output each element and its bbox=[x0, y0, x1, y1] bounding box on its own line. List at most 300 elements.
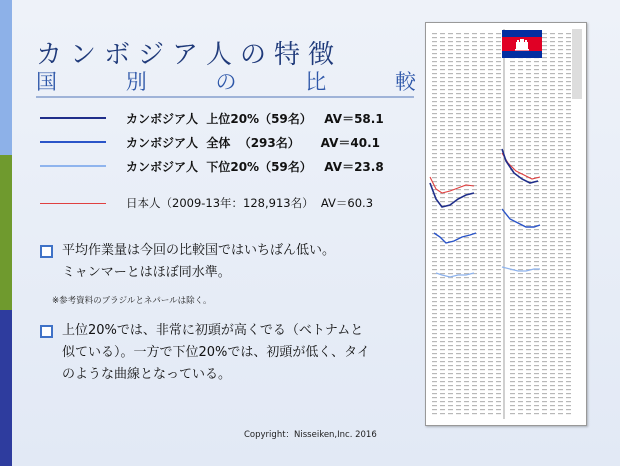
sheet-digit-row bbox=[472, 293, 477, 294]
sheet-digit-row bbox=[440, 257, 445, 258]
sheet-digit-row bbox=[566, 145, 571, 146]
sheet-digit-row bbox=[432, 221, 437, 222]
sheet-digit-row bbox=[542, 97, 547, 98]
sheet-digit-row bbox=[456, 345, 461, 346]
sheet-digit-row bbox=[542, 125, 547, 126]
sheet-digit-row bbox=[518, 309, 523, 310]
sheet-digit-row bbox=[518, 101, 523, 102]
sheet-digit-row bbox=[518, 141, 523, 142]
sheet-digit-row bbox=[432, 173, 437, 174]
sheet-digit-row bbox=[518, 249, 523, 250]
sheet-digit-row bbox=[472, 361, 477, 362]
sheet-digit-row bbox=[558, 265, 563, 266]
sheet-digit-row bbox=[464, 209, 469, 210]
sheet-digit-row bbox=[432, 113, 437, 114]
sheet-digit-row bbox=[496, 149, 501, 150]
sheet-digit-row bbox=[534, 165, 539, 166]
sheet-digit-row bbox=[432, 101, 437, 102]
sheet-digit-row bbox=[550, 125, 555, 126]
sheet-digit-row bbox=[566, 129, 571, 130]
sheet-digit-row bbox=[456, 301, 461, 302]
sheet-digit-row bbox=[472, 33, 477, 34]
sheet-digit-row bbox=[456, 53, 461, 54]
sheet-digit-row bbox=[464, 117, 469, 118]
sidebar-block-navy bbox=[0, 310, 12, 466]
sheet-digit-row bbox=[534, 361, 539, 362]
sheet-digit-row bbox=[464, 213, 469, 214]
sheet-digit-row bbox=[472, 105, 477, 106]
sheet-digit-row bbox=[464, 221, 469, 222]
sheet-digit-row bbox=[526, 277, 531, 278]
sheet-digit-row bbox=[510, 85, 515, 86]
sheet-digit-row bbox=[534, 173, 539, 174]
legend-item-all bbox=[40, 132, 380, 152]
sheet-digit-row bbox=[480, 93, 485, 94]
sheet-digit-row bbox=[496, 117, 501, 118]
sheet-digit-row bbox=[464, 401, 469, 402]
sheet-digit-row bbox=[558, 129, 563, 130]
sheet-digit-row bbox=[542, 393, 547, 394]
sheet-digit-row bbox=[534, 293, 539, 294]
sheet-digit-row bbox=[542, 385, 547, 386]
sheet-digit-row bbox=[496, 97, 501, 98]
sheet-digit-row bbox=[542, 245, 547, 246]
sheet-digit-row bbox=[464, 377, 469, 378]
sheet-digit-row bbox=[464, 97, 469, 98]
sheet-digit-row bbox=[558, 133, 563, 134]
sheet-digit-row bbox=[558, 257, 563, 258]
sheet-digit-row bbox=[542, 213, 547, 214]
sheet-digit-row bbox=[518, 189, 523, 190]
sheet-digit-row bbox=[480, 253, 485, 254]
sheet-digit-row bbox=[526, 361, 531, 362]
sheet-digit-row bbox=[526, 117, 531, 118]
sheet-digit-row bbox=[510, 301, 515, 302]
sheet-digit-row bbox=[566, 185, 571, 186]
sheet-digit-row bbox=[432, 157, 437, 158]
sheet-digit-row bbox=[542, 157, 547, 158]
sheet-digit-row bbox=[448, 297, 453, 298]
sheet-digit-row bbox=[550, 293, 555, 294]
sheet-digit-row bbox=[440, 269, 445, 270]
sheet-digit-row bbox=[550, 341, 555, 342]
sheet-digit-row bbox=[542, 201, 547, 202]
sheet-digit-row bbox=[456, 77, 461, 78]
sheet-digit-row bbox=[566, 265, 571, 266]
sheet-digit-row bbox=[566, 121, 571, 122]
sheet-digit-row bbox=[488, 169, 493, 170]
sheet-digit-row bbox=[566, 41, 571, 42]
sheet-digit-row bbox=[526, 81, 531, 82]
sheet-digit-row bbox=[518, 73, 523, 74]
sheet-digit-row bbox=[480, 277, 485, 278]
sheet-digit-row bbox=[518, 293, 523, 294]
sheet-digit-row bbox=[510, 325, 515, 326]
sheet-digit-row bbox=[472, 353, 477, 354]
sheet-digit-row bbox=[496, 313, 501, 314]
sheet-digit-row bbox=[526, 141, 531, 142]
sheet-digit-row bbox=[534, 89, 539, 90]
sheet-digit-row bbox=[464, 381, 469, 382]
sheet-digit-row bbox=[566, 109, 571, 110]
sheet-digit-row bbox=[526, 409, 531, 410]
sheet-digit-row bbox=[510, 89, 515, 90]
sheet-digit-row bbox=[566, 225, 571, 226]
sheet-digit-row bbox=[480, 281, 485, 282]
sheet-digit-row bbox=[448, 125, 453, 126]
sheet-digit-row bbox=[558, 189, 563, 190]
sheet-digit-row bbox=[464, 405, 469, 406]
sheet-digit-row bbox=[496, 317, 501, 318]
sheet-digit-row bbox=[464, 77, 469, 78]
sheet-digit-row bbox=[518, 129, 523, 130]
sheet-digit-row bbox=[480, 165, 485, 166]
sheet-digit-row bbox=[518, 237, 523, 238]
sheet-digit-row bbox=[566, 357, 571, 358]
sheet-digit-row bbox=[456, 309, 461, 310]
sheet-digit-row bbox=[518, 105, 523, 106]
sheet-digit-row bbox=[488, 185, 493, 186]
sheet-digit-row bbox=[472, 41, 477, 42]
sheet-digit-row bbox=[480, 225, 485, 226]
sheet-digit-row bbox=[464, 169, 469, 170]
sheet-digit-row bbox=[496, 125, 501, 126]
sheet-digit-row bbox=[510, 217, 515, 218]
sheet-digit-row bbox=[432, 201, 437, 202]
sheet-digit-row bbox=[566, 377, 571, 378]
sheet-digit-row bbox=[534, 189, 539, 190]
sheet-digit-row bbox=[480, 145, 485, 146]
sheet-digit-row bbox=[432, 265, 437, 266]
sheet-digit-row bbox=[526, 65, 531, 66]
sheet-digit-row bbox=[526, 265, 531, 266]
sheet-digit-row bbox=[550, 69, 555, 70]
sheet-digit-row bbox=[432, 249, 437, 250]
sheet-digit-row bbox=[448, 33, 453, 34]
sheet-digit-row bbox=[526, 369, 531, 370]
sheet-digit-row bbox=[456, 157, 461, 158]
sheet-digit-row bbox=[472, 297, 477, 298]
sheet-digit-row bbox=[488, 265, 493, 266]
sheet-digit-row bbox=[558, 321, 563, 322]
sheet-digit-row bbox=[518, 305, 523, 306]
sheet-digit-row bbox=[432, 321, 437, 322]
sheet-digit-row bbox=[432, 141, 437, 142]
sheet-digit-row bbox=[440, 349, 445, 350]
sheet-digit-row bbox=[432, 389, 437, 390]
sheet-digit-row bbox=[448, 409, 453, 410]
sheet-digit-row bbox=[488, 277, 493, 278]
sheet-digit-row bbox=[550, 269, 555, 270]
sheet-digit-row bbox=[496, 217, 501, 218]
sheet-digit-row bbox=[526, 93, 531, 94]
sheet-digit-row bbox=[510, 81, 515, 82]
sheet-digit-row bbox=[472, 401, 477, 402]
sheet-digit-row bbox=[526, 293, 531, 294]
sheet-digit-row bbox=[496, 345, 501, 346]
sheet-digit-row bbox=[558, 121, 563, 122]
sheet-digit-row bbox=[448, 389, 453, 390]
sheet-digit-row bbox=[542, 229, 547, 230]
sheet-digit-row bbox=[510, 73, 515, 74]
sheet-digit-row bbox=[510, 233, 515, 234]
sheet-digit-row bbox=[456, 273, 461, 274]
sheet-digit-row bbox=[464, 201, 469, 202]
sheet-digit-row bbox=[488, 381, 493, 382]
sheet-digit-row bbox=[550, 49, 555, 50]
sheet-digit-row bbox=[472, 89, 477, 90]
sheet-digit-row bbox=[456, 205, 461, 206]
sheet-digit-row bbox=[496, 233, 501, 234]
sheet-digit-row bbox=[518, 137, 523, 138]
sheet-digit-row bbox=[526, 317, 531, 318]
sheet-digit-row bbox=[488, 245, 493, 246]
sheet-digit-row bbox=[464, 177, 469, 178]
sheet-digit-row bbox=[526, 389, 531, 390]
sheet-digit-row bbox=[496, 385, 501, 386]
sheet-digit-row bbox=[550, 65, 555, 66]
sheet-digit-row bbox=[558, 329, 563, 330]
sheet-digit-row bbox=[558, 313, 563, 314]
sheet-digit-row bbox=[534, 101, 539, 102]
sheet-digit-row bbox=[510, 305, 515, 306]
sheet-digit-row bbox=[558, 37, 563, 38]
sheet-digit-row bbox=[550, 285, 555, 286]
sheet-digit-row bbox=[488, 221, 493, 222]
sheet-digit-row bbox=[496, 357, 501, 358]
sheet-digit-row bbox=[534, 61, 539, 62]
sheet-digit-row bbox=[496, 41, 501, 42]
sheet-digit-row bbox=[518, 69, 523, 70]
sheet-digit-row bbox=[526, 257, 531, 258]
sheet-digit-row bbox=[464, 357, 469, 358]
sheet-digit-row bbox=[550, 193, 555, 194]
sheet-digit-row bbox=[526, 309, 531, 310]
sheet-digit-row bbox=[542, 57, 547, 58]
sheet-digit-row bbox=[542, 297, 547, 298]
sheet-digit-row bbox=[510, 69, 515, 70]
sheet-digit-row bbox=[448, 285, 453, 286]
sheet-digit-row bbox=[440, 209, 445, 210]
sheet-digit-row bbox=[566, 45, 571, 46]
sheet-digit-row bbox=[480, 57, 485, 58]
sheet-digit-row bbox=[464, 93, 469, 94]
sheet-digit-row bbox=[448, 245, 453, 246]
sheet-digit-row bbox=[496, 185, 501, 186]
sheet-digit-row bbox=[440, 49, 445, 50]
sheet-digit-row bbox=[496, 393, 501, 394]
sheet-digit-row bbox=[518, 373, 523, 374]
sheet-digit-row bbox=[472, 285, 477, 286]
sheet-digit-row bbox=[510, 309, 515, 310]
sheet-digit-row bbox=[550, 117, 555, 118]
sheet-digit-row bbox=[534, 193, 539, 194]
sheet-digit-row bbox=[472, 397, 477, 398]
sheet-digit-row bbox=[558, 41, 563, 42]
sheet-digit-row bbox=[566, 161, 571, 162]
sheet-digit-row bbox=[472, 389, 477, 390]
sheet-digit-row bbox=[566, 233, 571, 234]
sheet-digit-row bbox=[480, 197, 485, 198]
sheet-digit-row bbox=[456, 257, 461, 258]
sheet-digit-row bbox=[488, 101, 493, 102]
sheet-digit-row bbox=[550, 89, 555, 90]
sheet-digit-row bbox=[550, 257, 555, 258]
sheet-digit-row bbox=[526, 149, 531, 150]
sheet-digit-row bbox=[526, 393, 531, 394]
sheet-digit-row bbox=[480, 153, 485, 154]
sheet-digit-row bbox=[440, 313, 445, 314]
sheet-digit-row bbox=[472, 173, 477, 174]
sheet-digit-row bbox=[566, 301, 571, 302]
sheet-digit-row bbox=[432, 77, 437, 78]
sheet-digit-row bbox=[488, 385, 493, 386]
sheet-digit-row bbox=[496, 57, 501, 58]
sheet-digit-row bbox=[456, 353, 461, 354]
sheet-digit-row bbox=[480, 109, 485, 110]
sheet-digit-row bbox=[496, 165, 501, 166]
sheet-digit-row bbox=[472, 325, 477, 326]
sheet-digit-row bbox=[464, 369, 469, 370]
sheet-digit-row bbox=[480, 325, 485, 326]
sheet-digit-row bbox=[566, 325, 571, 326]
sheet-digit-row bbox=[488, 349, 493, 350]
sheet-digit-row bbox=[542, 33, 547, 34]
sheet-digit-row bbox=[480, 369, 485, 370]
sheet-digit-row bbox=[542, 241, 547, 242]
sheet-digit-row bbox=[510, 385, 515, 386]
sheet-digit-row bbox=[510, 97, 515, 98]
sheet-digit-row bbox=[432, 129, 437, 130]
sheet-digit-row bbox=[472, 117, 477, 118]
sheet-digit-row bbox=[464, 173, 469, 174]
sheet-digit-row bbox=[480, 341, 485, 342]
sheet-digit-row bbox=[496, 301, 501, 302]
sheet-digit-row bbox=[542, 117, 547, 118]
sheet-digit-row bbox=[456, 133, 461, 134]
sheet-digit-row bbox=[440, 181, 445, 182]
sheet-digit-row bbox=[534, 345, 539, 346]
sheet-digit-row bbox=[488, 297, 493, 298]
sheet-digit-row bbox=[448, 317, 453, 318]
sheet-digit-row bbox=[534, 93, 539, 94]
sheet-digit-row bbox=[432, 97, 437, 98]
sheet-digit-row bbox=[480, 53, 485, 54]
sheet-digit-row bbox=[440, 285, 445, 286]
sheet-digit-row bbox=[558, 45, 563, 46]
sheet-digit-row bbox=[432, 293, 437, 294]
sheet-digit-row bbox=[518, 217, 523, 218]
sheet-digit-row bbox=[472, 101, 477, 102]
sheet-digit-row bbox=[432, 301, 437, 302]
sheet-digit-row bbox=[566, 97, 571, 98]
sheet-digit-row bbox=[456, 393, 461, 394]
sheet-digit-row bbox=[464, 269, 469, 270]
sheet-digit-row bbox=[448, 225, 453, 226]
sheet-digit-row bbox=[558, 165, 563, 166]
sheet-digit-row bbox=[518, 337, 523, 338]
sheet-digit-row bbox=[534, 317, 539, 318]
sheet-digit-row bbox=[456, 305, 461, 306]
sheet-digit-row bbox=[456, 101, 461, 102]
sheet-digit-row bbox=[542, 121, 547, 122]
sheet-digit-row bbox=[496, 373, 501, 374]
sheet-digit-row bbox=[472, 373, 477, 374]
sheet-digit-row bbox=[448, 137, 453, 138]
sheet-digit-row bbox=[496, 169, 501, 170]
sheet-digit-row bbox=[566, 313, 571, 314]
sheet-digit-row bbox=[550, 305, 555, 306]
sheet-digit-row bbox=[496, 53, 501, 54]
sheet-digit-row bbox=[534, 77, 539, 78]
sheet-digit-row bbox=[472, 229, 477, 230]
sheet-digit-row bbox=[448, 401, 453, 402]
sheet-digit-row bbox=[518, 81, 523, 82]
sheet-digit-row bbox=[558, 397, 563, 398]
sheet-digit-row bbox=[464, 229, 469, 230]
sheet-digit-row bbox=[456, 193, 461, 194]
sheet-digit-row bbox=[480, 305, 485, 306]
sheet-digit-row bbox=[526, 313, 531, 314]
sheet-digit-row bbox=[510, 393, 515, 394]
sheet-digit-row bbox=[464, 321, 469, 322]
sheet-digit-row bbox=[480, 301, 485, 302]
sheet-digit-row bbox=[456, 141, 461, 142]
sheet-digit-row bbox=[440, 341, 445, 342]
sheet-digit-row bbox=[558, 365, 563, 366]
sheet-digit-row bbox=[472, 269, 477, 270]
sheet-digit-row bbox=[526, 209, 531, 210]
sheet-digit-row bbox=[510, 397, 515, 398]
sheet-digit-row bbox=[542, 129, 547, 130]
sheet-digit-row bbox=[472, 81, 477, 82]
sheet-digit-row bbox=[488, 201, 493, 202]
sheet-digit-row bbox=[440, 389, 445, 390]
sheet-digit-row bbox=[496, 225, 501, 226]
sheet-digit-row bbox=[550, 309, 555, 310]
sheet-digit-row bbox=[456, 213, 461, 214]
sheet-digit-row bbox=[448, 381, 453, 382]
sheet-digit-row bbox=[432, 281, 437, 282]
sheet-digit-row bbox=[550, 273, 555, 274]
sheet-digit-row bbox=[510, 293, 515, 294]
sheet-digit-row bbox=[496, 285, 501, 286]
sheet-digit-row bbox=[480, 237, 485, 238]
sheet-digit-row bbox=[566, 217, 571, 218]
sheet-digit-row bbox=[566, 277, 571, 278]
sheet-digit-row bbox=[456, 389, 461, 390]
sheet-digit-row bbox=[472, 409, 477, 410]
sheet-digit-row bbox=[534, 201, 539, 202]
sheet-digit-row bbox=[542, 285, 547, 286]
sheet-digit-row bbox=[534, 349, 539, 350]
sheet-digit-row bbox=[518, 365, 523, 366]
sheet-digit-row bbox=[542, 41, 547, 42]
sheet-digit-row bbox=[440, 369, 445, 370]
sheet-digit-row bbox=[566, 181, 571, 182]
sheet-digit-row bbox=[526, 229, 531, 230]
sheet-digit-row bbox=[526, 137, 531, 138]
sheet-digit-row bbox=[526, 113, 531, 114]
sheet-digit-row bbox=[456, 337, 461, 338]
sheet-digit-row bbox=[448, 221, 453, 222]
sheet-digit-row bbox=[496, 121, 501, 122]
sheet-digit-row bbox=[550, 33, 555, 34]
sheet-digit-row bbox=[550, 45, 555, 46]
sheet-digit-row bbox=[534, 353, 539, 354]
sheet-digit-row bbox=[480, 177, 485, 178]
sheet-digit-row bbox=[480, 397, 485, 398]
